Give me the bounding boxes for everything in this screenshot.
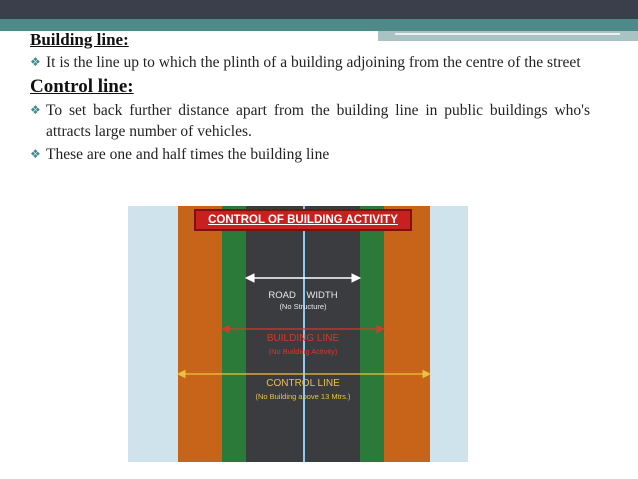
slide-content	[30, 29, 590, 167]
road-width-label: ROAD WIDTH	[268, 290, 338, 301]
bullet-text: It is the line up to which the plinth of a building adjoining from the centre of the street	[46, 54, 581, 71]
diagram-title: CONTROL OF BUILDING ACTIVITY	[194, 209, 412, 231]
diamond-cluster-icon: ❖	[30, 55, 41, 69]
road-width-sublabel: (No Structure)	[279, 302, 327, 311]
control-line-label: CONTROL LINE	[266, 378, 340, 389]
bullet-item	[30, 52, 590, 73]
top-bar-dark	[0, 0, 638, 19]
diamond-cluster-icon: ❖	[30, 147, 41, 161]
building-line-sublabel: (No Building Activity)	[268, 347, 338, 356]
road-width-arrow	[246, 274, 360, 282]
building-line-label: BUILDING LINE	[266, 333, 340, 344]
diamond-cluster-icon: ❖	[30, 103, 41, 117]
building-line-heading: Building line:	[30, 30, 129, 49]
control-line-heading: Control line:	[30, 76, 134, 97]
building-activity-diagram	[128, 206, 468, 462]
bullet-text: To set back further distance apart from the building line in public buildings who's attracts large number of vehicles.	[46, 102, 590, 140]
control-line-sublabel: (No Building above 13 Mtrs.)	[255, 392, 351, 401]
control-line-arrow	[178, 371, 430, 378]
building-line-arrow	[222, 326, 384, 333]
bullet-item	[30, 144, 590, 165]
bullet-item	[30, 100, 590, 142]
bullet-text: These are one and half times the building line	[46, 146, 330, 163]
